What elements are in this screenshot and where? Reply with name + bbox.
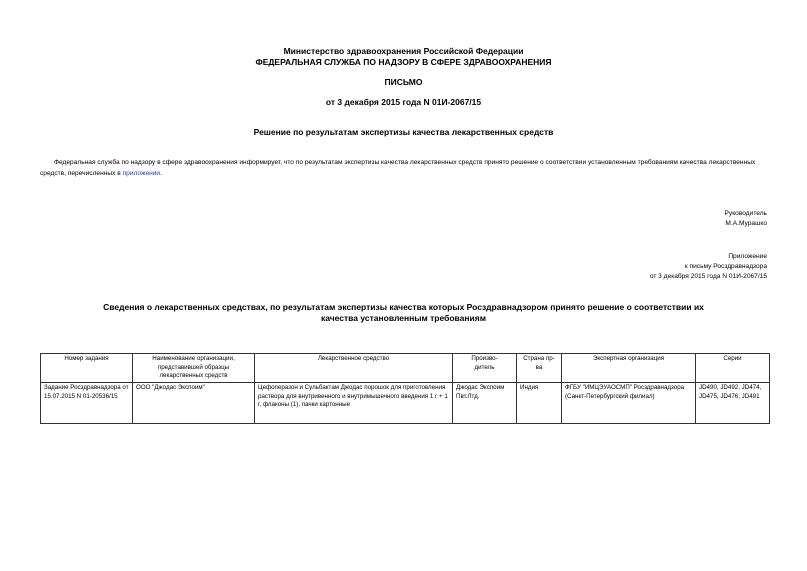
table-row: [41, 383, 770, 424]
appendix-ref: к письму Росздравнадзора: [684, 263, 767, 270]
cell-organization: ООО "Джодас Экспоим": [133, 383, 255, 424]
service-name: ФЕДЕРАЛЬНАЯ СЛУЖБА ПО НАДЗОРУ В СФЕРЕ ЗДРАВООХРАНЕНИЯ: [255, 57, 552, 67]
col-header-manufacturer: Произво- дитель: [453, 354, 517, 383]
ministry-name: Министерство здравоохранения Российской Федерации: [283, 46, 524, 56]
appendix-date: от 3 декабря 2015 года N 01И-2067/15: [649, 273, 767, 280]
cell-task: Задание Росздравнадзора от 15.07.2015 N 01-20536/15: [41, 383, 133, 424]
cell-expert-org: ФГБУ "ИМЦЭУАОСМП" Росздравнадзора (Санкт-Петербургский филиал): [562, 383, 696, 424]
paragraph-text: Федеральная служба по надзору в сфере здравоохранения информирует, что по результатам экспертизы качества лекарственных средств принято решение о соответствии установленным требованиям качества лекарственных средств, перечисленных в: [40, 159, 756, 177]
cell-manufacturer: Джодас Экспоим Пвт.Лтд.: [453, 383, 517, 424]
col-header-drug: Лекарственное средство: [255, 354, 453, 383]
cell-series: JD490, JD492, JD474, JD475, JD476, JD491: [696, 383, 770, 424]
signature-block: [725, 209, 767, 229]
cell-drug: Цефоперазон и Сульбактам Джодас порошок для приготовления раствора для внутривенного и внутримышечного введения 1 г + 1 г, флаконы (1), пачки картонные: [255, 383, 453, 424]
table-header-row: [41, 354, 770, 383]
document-date: от 3 декабря 2015 года N 01И-2067/15: [325, 97, 482, 107]
paragraph-end: .: [160, 170, 162, 177]
appendix-heading: Сведения о лекарственных средствах, по результатам экспертизы качества которых Росздравнадзором принято решение о соответствии их качества установленным требованиям: [103, 302, 704, 323]
col-header-series: Серии: [696, 354, 770, 383]
main-paragraph: [40, 157, 767, 179]
col-header-expert-org: Экспертная организация: [562, 354, 696, 383]
drugs-table: [40, 353, 770, 424]
appendix-block: [650, 252, 767, 282]
appendix-link[interactable]: приложении: [122, 170, 161, 177]
document-title: Решение по результатам экспертизы качества лекарственных средств: [253, 127, 554, 137]
col-header-organization: Наименование организации, представившей образцы лекарственных средств: [133, 354, 255, 383]
col-header-task: Номер задания: [41, 354, 133, 383]
signature-position: Руководитель: [724, 210, 767, 217]
appendix-label: Приложение: [728, 253, 767, 260]
document-type: ПИСЬМО: [384, 77, 423, 87]
col-header-country: Страна пр- ва: [517, 354, 562, 383]
signature-name: М.А.Мурашко: [725, 220, 767, 227]
cell-country: Индия: [517, 383, 562, 424]
